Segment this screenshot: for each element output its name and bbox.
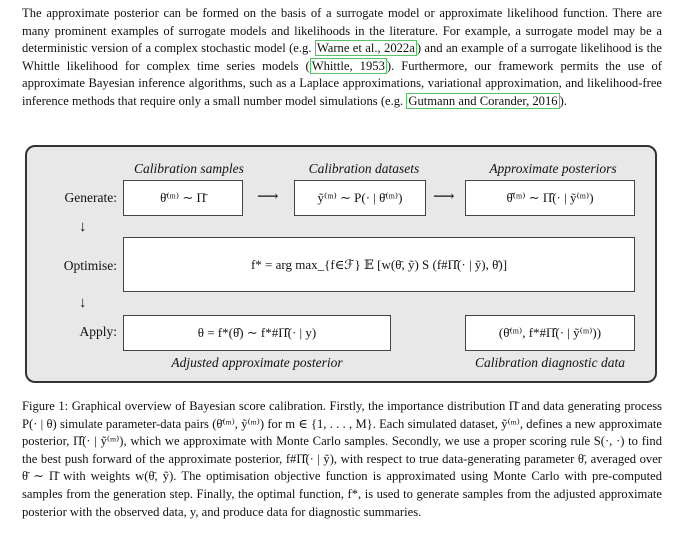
footer-diagnostic-data: Calibration diagnostic data: [474, 355, 625, 370]
figure-caption: Figure 1: Graphical overview of Bayesian score calibration. Firstly, the importance distribution Π̄ and data generating process P(· | θ) simulate parameter-data pairs (θ̄⁽ᵐ⁾, ỹ⁽ᵐ⁾) for m ∈ {1, . . . , M}. Each simulated dataset, ỹ⁽ᵐ⁾, defines a new approximate posterior, Π̂(· | ỹ⁽ᵐ⁾), which we approximate with Monte Carlo samples. Secondly, we use a proper scoring rule S(·, ·) to find the best push forward of the approximate posterior, f#Π̂(· | ỹ), with respect to true data-generating parameter θ̄, averaged over θ̄ ∼ Π̄ with weights w(θ̄, ỹ). The optimisation objective function is approximated using Monte Carlo with pre-computed samples from the generation step. Finally, the optimal function, f*, is used to generate samples from the adjusted approximate posterior with the observed data, y, and produce data for diagnostic summaries.: [22, 399, 662, 519]
box-diagnostic-data: (θ̄⁽ᵐ⁾, f*#Π̂(· | ỹ⁽ᵐ⁾)): [465, 315, 635, 351]
footer-adjusted-posterior: Adjusted approximate posterior: [171, 355, 343, 370]
box-calibration-datasets: ỹ⁽ᵐ⁾ ∼ P(· | θ̄⁽ᵐ⁾): [294, 180, 426, 216]
header-calibration-datasets: Calibration datasets: [308, 161, 420, 176]
row-label-apply: Apply:: [79, 324, 117, 339]
arrow-down-2: ↓: [79, 295, 87, 311]
paragraph-text: ).: [559, 93, 567, 108]
citation-gutmann[interactable]: Gutmann and Corander, 2016: [408, 93, 558, 108]
intro-paragraph: [22, 5, 662, 111]
arrow-right-2: ⟶: [433, 189, 455, 205]
paragraph-text: The approximate posterior can be formed on the basis of a surrogate model or approximate likelihood function. There are many prominent examples of surrogate models and likelihoods in the literature. For example, a surrogate model may be a deterministic version of a complex stochastic model (e.g.: [22, 6, 662, 56]
paragraph-text: ). Furthermore, our framework permits the use of approximate Bayesian inference algorithms, such as a Laplace approximations, variational approximation, and likelihood-free inference methods that require only a small number model simulations (e.g.: [22, 58, 662, 108]
box-optimise-objective: f* = arg max_{f∈ℱ} 𝔼 [w(θ̄, ỹ) S (f#Π̂(· | ỹ), θ̄)]: [123, 237, 635, 292]
arrow-down-1: ↓: [79, 219, 87, 235]
paragraph-text: ) and an example of a surrogate likelihood is the Whittle likelihood for complex time series models (: [22, 41, 662, 73]
row-label-generate: Generate:: [64, 190, 117, 205]
row-label-optimise: Optimise:: [63, 258, 117, 273]
figure-panel: [25, 145, 657, 383]
box-adjusted-posterior: θ = f*(θ̂) ∼ f*#Π̂(· | y): [123, 315, 391, 351]
citation-whittle[interactable]: Whittle, 1953: [311, 58, 385, 73]
box-calibration-samples: θ̄⁽ᵐ⁾ ∼ Π̄: [123, 180, 243, 216]
header-calibration-samples: Calibration samples: [134, 161, 244, 176]
arrow-right-1: ⟶: [257, 189, 279, 205]
citation-warne[interactable]: Warne et al., 2022a: [316, 41, 415, 56]
header-approximate-posteriors: Approximate posteriors: [489, 161, 617, 176]
box-approximate-posteriors: θ̂⁽ᵐ⁾ ∼ Π̂(· | ỹ⁽ᵐ⁾): [465, 180, 635, 216]
